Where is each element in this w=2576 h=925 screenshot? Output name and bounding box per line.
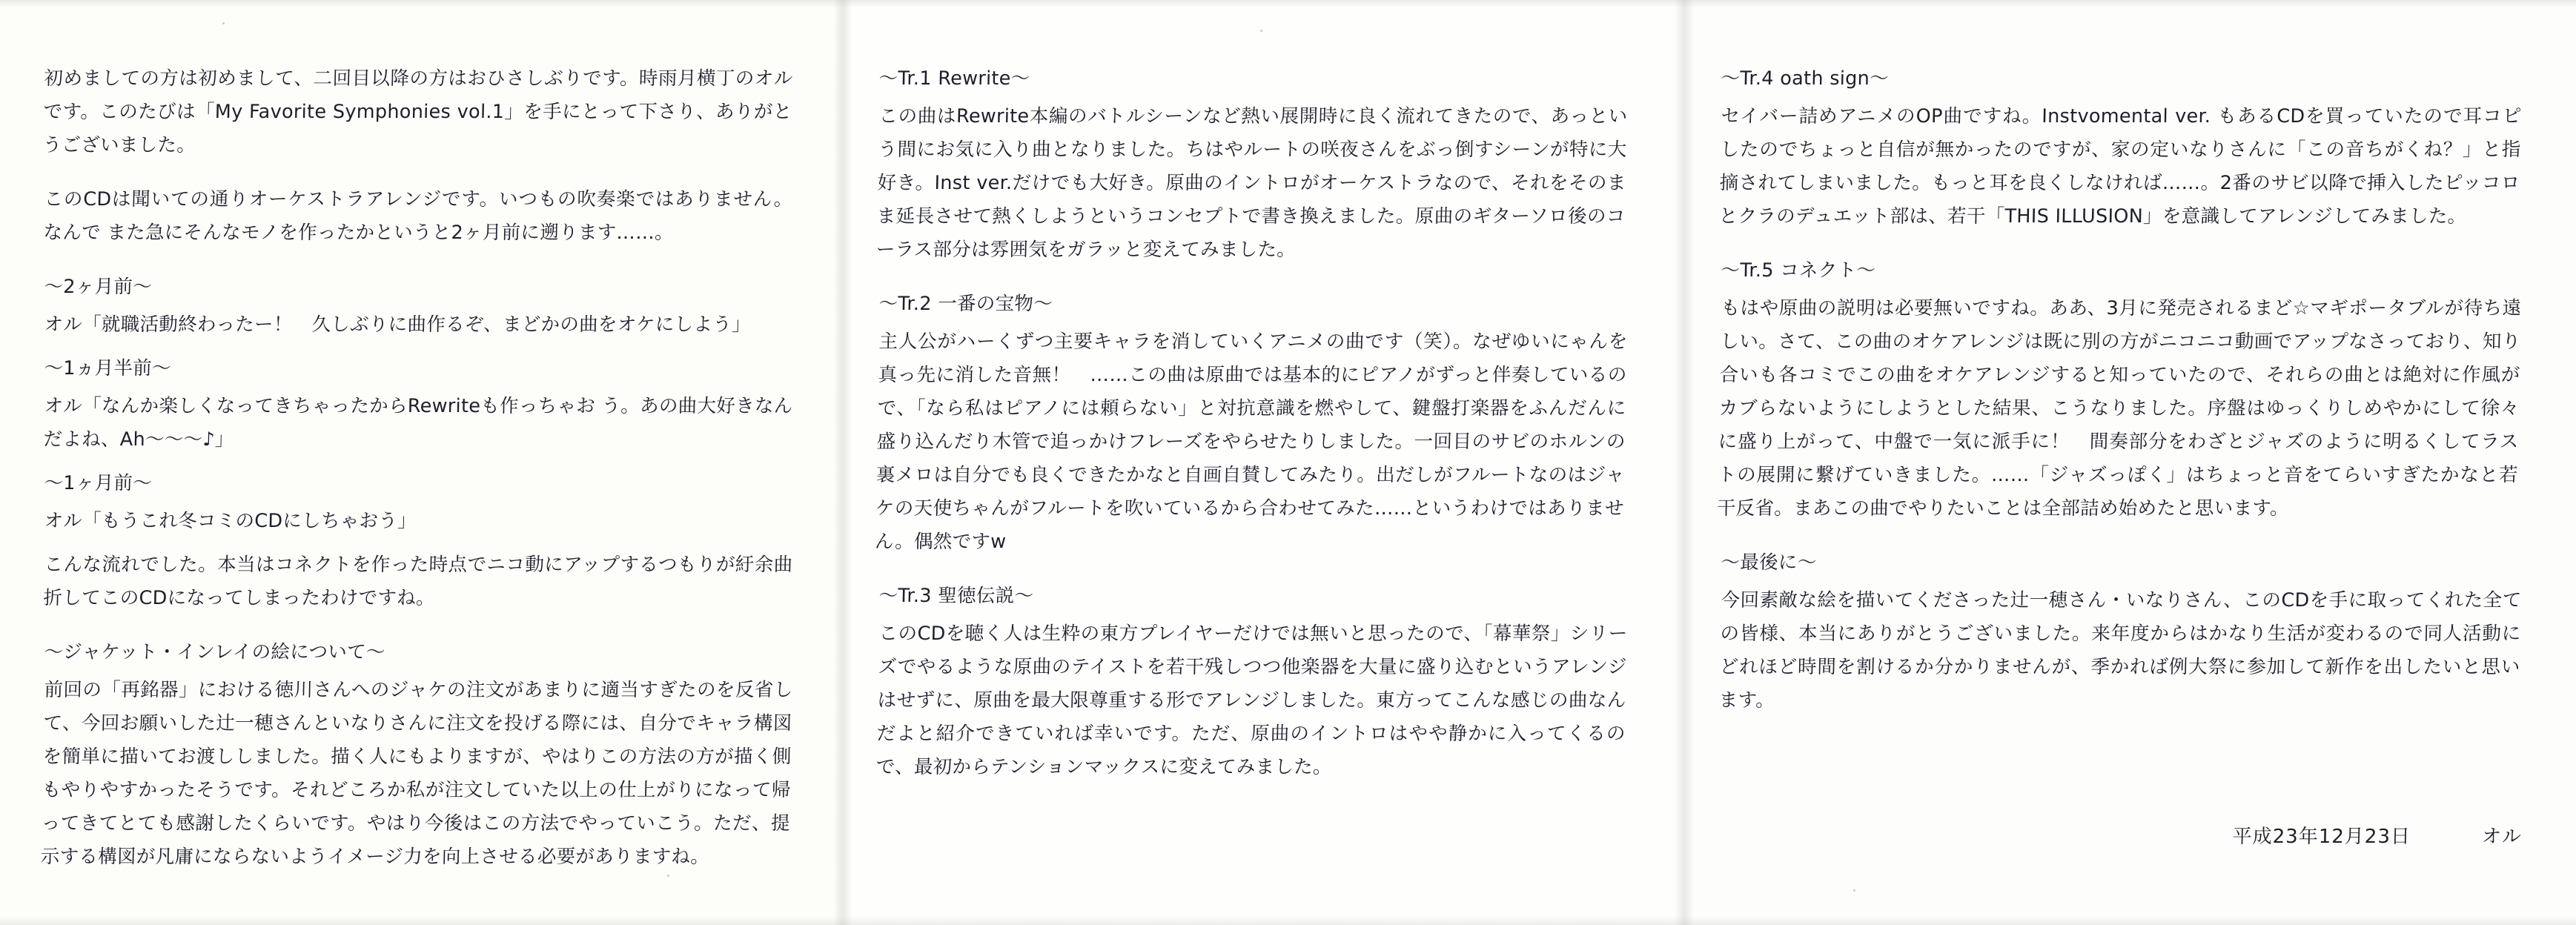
signature-name: オル [2481,826,2523,848]
track-3-body: このCDを聴く人は生粋の東方プレイヤーだけでは無いと思ったので、「幕華祭」シリーズでやるような原曲のテイストを若干残しつつ他楽器を大量に盛り込むというアレンジはせずに、原曲を最大限尊重する形でアレンジしました。東方ってこんな感じの曲なんだよと紹介できていれば幸いです。ただ、原曲のイントロはやや静かに入ってくるので、最初からテンションマックスに変えてみました。 [875,623,1628,778]
track-4-body: セイバー詰めアニメのOP曲ですね。Instvomental ver. もあるCDを買っていたので耳コピしたのでちょっと自信が無かったのですが、家の定いなりさんに「この音ちがくね？」と指摘されてしまいました。もっと耳を良くしなければ……。2番のサビ以降で挿入したピッコロとクラのデュエット部は、若干「THIS ILLUSION」を意識してアレンジしてみました。 [1718,105,2522,228]
paper-edge-top [0,0,2576,7]
signature-date: 平成23年12月23日 [2232,826,2411,848]
signature-block [1721,821,2523,849]
paper-edge-bottom [0,916,2576,925]
intro-paragraph: 初めましての方は初めまして、二回目以降の方はおひさしぶりです。時雨月横丁のオルです。このたびは「My Favorite Symphonies vol.1」を手にとって下さり、ありがとうございました。 [42,67,793,156]
middle-text-column [874,62,1628,805]
about-cd-paragraph: このCDは聞いての通りオーケストラアレンジです。いつもの吹奏楽ではありません。なんで また急にそんなモノを作ったかというと2ヶ月前に遡ります……。 [43,188,793,244]
track-3-heading: ～Tr.3 聖徳伝説～ [878,585,1034,607]
jacket-section-heading: ～ジャケット・インレイの絵について～ [44,641,386,663]
track-5-body: もはや原曲の説明は必要無いですね。ああ、3月に発売されるまど☆マギポータブルが待ち遠しい。さて、この曲のオケアレンジは既に別の方がニコニコ動画でアップなさっており、知り合いも各コミでこの曲をオケアレンジすると知っていたので、それらの曲とは絶対に作風がカブらないようにしようとした結果、こうなりました。序盤はゆっくりしめやかにして徐々に盛り上がって、中盤で一気に派手に！ 間奏部分をわざとジャズのように明るくしてラストの展開に繋げていきました。……「ジャズっぽく」はちょっと音をてらいすぎたかなと若干反省。まあこの曲でやりたいことは全部詰め始めたと思います。 [1716,297,2522,520]
left-text-column [40,62,793,895]
timeline-0-line: オル「就職活動終わったー！ 久しぶりに曲作るぞ、まどかの曲をオケにしよう」 [44,314,752,336]
track-1-body: この曲はRewrite本編のバトルシーンなど熱い展開時に良く流れてきたので、あっという間にお気に入り曲となりました。ちはやルートの咲夜さんをぶっ倒すシーンが特に大好き。Inst ver.だけでも大好き。原曲のイントロがオーケストラなので、それをそのまま延長させて熱くしようというコンセプトで書き換えました。原曲のギターソロ後のコーラス部分は雰囲気をガラッと変えてみました。 [875,105,1628,261]
timeline-1-line: オル「なんか楽しくなってきちゃったからRewriteも作っちゃお う。あの曲大好きなんだよね、Ah～～～♪」 [43,395,793,451]
track-5-heading: ～Tr.5 コネクト～ [1721,259,1876,282]
jacket-section-body: 前回の「再銘器」における徳川さんへのジャケの注文があまりに適当すぎたのを反省して、今回お願いした辻一穂さんといなりさんに注文を投げる際には、自分でキャラ構図を簡単に描いてお渡ししました。描く人にもよりますが、やはりこの方法の方が描く側もやりやすかったそうです。それどころか私が注文していた以上の仕上がりになって帰ってきてとても感謝したくらいです。やはり今後はこの方法でやっていこう。ただ、提示する構図が凡庸にならないようイメージ力を向上させる必要がありますね。 [40,679,793,868]
timeline-2-heading: ～1ヶ月前～ [44,472,153,494]
closing-body: 今回素敵な絵を描いてくださった辻一穂さん・いなりさん、このCDを手に取ってくれた全ての皆様、本当にありがとうございました。来年度からはかなり生活が変わるので同人活動にどれほど時間を割けるか分かりませんが、季かれば例大祭に参加して新作を出したいと思います。 [1718,589,2522,712]
track-2-heading: ～Tr.2 一番の宝物～ [878,293,1053,315]
timeline-after-paragraph: こんな流れでした。本当はコネクトを作った時点でニコ動にアップするつもりが紆余曲折してこのCDになってしまったわけですね。 [43,554,793,609]
track-4-heading: ～Tr.4 oath sign～ [1721,67,1890,90]
right-text-column [1716,62,2522,738]
closing-heading: ～最後に～ [1721,551,1817,574]
track-1-heading: ～Tr.1 Rewrite～ [878,67,1030,90]
timeline-0-heading: ～2ヶ月前～ [44,276,153,298]
timeline-2-line: オル「もうこれ冬コミのCDにしちゃおう」 [44,510,417,532]
timeline-1-heading: ～1ヵ月半前～ [44,357,172,379]
track-2-body: 主人公がハーくずつ主要キャラを消していくアニメの曲です（笑）。なぜゆいにゃんを真っ先に消した音無！ ……この曲は原曲では基本的にピアノがずっと伴奏しているので、「なら私はピアノには頼らない」と対抗意識を燃やして、鍵盤打楽器をふんだんに盛り込んだり木管で追っかけフレーズをやらせたりしました。一回目のサビのホルンの裏メロは自分でも良くできたかなと自画自賛してみたり。出だしがフルートなのはジャケの天使ちゃんがフルートを吹いているから合わせてみた……というわけではありません。偶然ですw [874,331,1628,553]
